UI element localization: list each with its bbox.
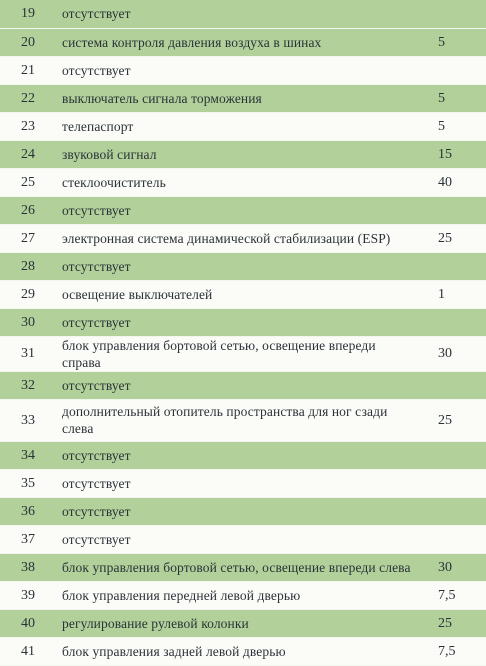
fuse-number: 28 xyxy=(0,252,46,280)
fuse-description: система контроля давления воздуха в шинах xyxy=(46,28,422,56)
fuse-amperage: 25 xyxy=(422,224,486,252)
fuse-number: 30 xyxy=(0,308,46,336)
table-row xyxy=(0,469,486,497)
fuse-description: телепаспорт xyxy=(46,112,422,140)
fuse-number: 19 xyxy=(0,0,46,28)
table-row xyxy=(0,308,486,336)
table-row xyxy=(0,112,486,140)
fuse-description: регулирование рулевой колонки xyxy=(46,609,422,637)
table-row xyxy=(0,441,486,469)
table-row xyxy=(0,0,486,28)
fuse-amperage: 5 xyxy=(422,112,486,140)
fuse-amperage: 1 xyxy=(422,280,486,308)
fuse-amperage xyxy=(422,525,486,553)
fuse-amperage xyxy=(422,371,486,399)
fuse-amperage: 25 xyxy=(422,399,486,441)
table-row xyxy=(0,336,486,371)
fuse-amperage xyxy=(422,0,486,28)
table-row xyxy=(0,609,486,637)
table-row xyxy=(0,140,486,168)
fuse-amperage xyxy=(422,497,486,525)
fuse-number: 27 xyxy=(0,224,46,252)
fuse-amperage: 5 xyxy=(422,84,486,112)
fuse-number: 24 xyxy=(0,140,46,168)
fuse-amperage: 25 xyxy=(422,609,486,637)
table-row xyxy=(0,525,486,553)
fuse-description: отсутствует xyxy=(46,252,422,280)
fuse-description: блок управления бортовой сетью, освещение впереди справа xyxy=(46,336,422,371)
fuse-amperage xyxy=(422,469,486,497)
fuse-description: отсутствует xyxy=(46,308,422,336)
fuse-description: отсутствует xyxy=(46,56,422,84)
fuse-number: 40 xyxy=(0,609,46,637)
table-row xyxy=(0,252,486,280)
table-row xyxy=(0,637,486,665)
table-row xyxy=(0,84,486,112)
fuse-description: дополнительный отопитель пространства для ног сзади слева xyxy=(46,399,422,441)
table-row xyxy=(0,28,486,56)
fuse-amperage: 7,5 xyxy=(422,637,486,665)
fuse-amperage xyxy=(422,56,486,84)
table-row xyxy=(0,224,486,252)
table-row xyxy=(0,497,486,525)
fuse-amperage xyxy=(422,252,486,280)
fuse-number: 38 xyxy=(0,553,46,581)
fuse-number: 35 xyxy=(0,469,46,497)
table-row xyxy=(0,196,486,224)
fuse-number: 36 xyxy=(0,497,46,525)
table-row xyxy=(0,581,486,609)
fuse-number: 23 xyxy=(0,112,46,140)
fuse-number: 22 xyxy=(0,84,46,112)
fuse-description: отсутствует xyxy=(46,525,422,553)
fuse-number: 34 xyxy=(0,441,46,469)
table-row xyxy=(0,56,486,84)
fuse-amperage: 7,5 xyxy=(422,581,486,609)
fuse-number: 39 xyxy=(0,581,46,609)
fuse-number: 41 xyxy=(0,637,46,665)
fuse-number: 26 xyxy=(0,196,46,224)
fuse-number: 33 xyxy=(0,399,46,441)
table-row xyxy=(0,399,486,441)
fuse-description: блок управления задней левой дверью xyxy=(46,637,422,665)
fuse-number: 37 xyxy=(0,525,46,553)
fuse-description: отсутствует xyxy=(46,0,422,28)
fuse-description: блок управления передней левой дверью xyxy=(46,581,422,609)
fuse-amperage: 15 xyxy=(422,140,486,168)
table-row xyxy=(0,553,486,581)
fuse-number: 25 xyxy=(0,168,46,196)
fuse-amperage xyxy=(422,196,486,224)
fuse-number: 32 xyxy=(0,371,46,399)
fuse-number: 29 xyxy=(0,280,46,308)
fuse-description: освещение выключателей xyxy=(46,280,422,308)
fuse-amperage xyxy=(422,308,486,336)
fuse-amperage: 30 xyxy=(422,336,486,371)
fuse-description: отсутствует xyxy=(46,469,422,497)
fuse-description: отсутствует xyxy=(46,371,422,399)
fuse-amperage: 5 xyxy=(422,28,486,56)
table-row xyxy=(0,280,486,308)
fuse-number: 31 xyxy=(0,336,46,371)
fuse-description: электронная система динамической стабилизации (ESP) xyxy=(46,224,422,252)
fuse-amperage: 30 xyxy=(422,553,486,581)
table-row xyxy=(0,371,486,399)
fuse-amperage xyxy=(422,441,486,469)
fuse-description: отсутствует xyxy=(46,196,422,224)
fuse-description: звуковой сигнал xyxy=(46,140,422,168)
fuse-description: отсутствует xyxy=(46,497,422,525)
fuse-description: отсутствует xyxy=(46,441,422,469)
fuse-description: блок управления бортовой сетью, освещение впереди слева xyxy=(46,553,422,581)
table-row xyxy=(0,168,486,196)
fuse-description: стеклоочиститель xyxy=(46,168,422,196)
fuse-amperage: 40 xyxy=(422,168,486,196)
fuse-description: выключатель сигнала торможения xyxy=(46,84,422,112)
fuse-number: 21 xyxy=(0,56,46,84)
fuse-number: 20 xyxy=(0,28,46,56)
